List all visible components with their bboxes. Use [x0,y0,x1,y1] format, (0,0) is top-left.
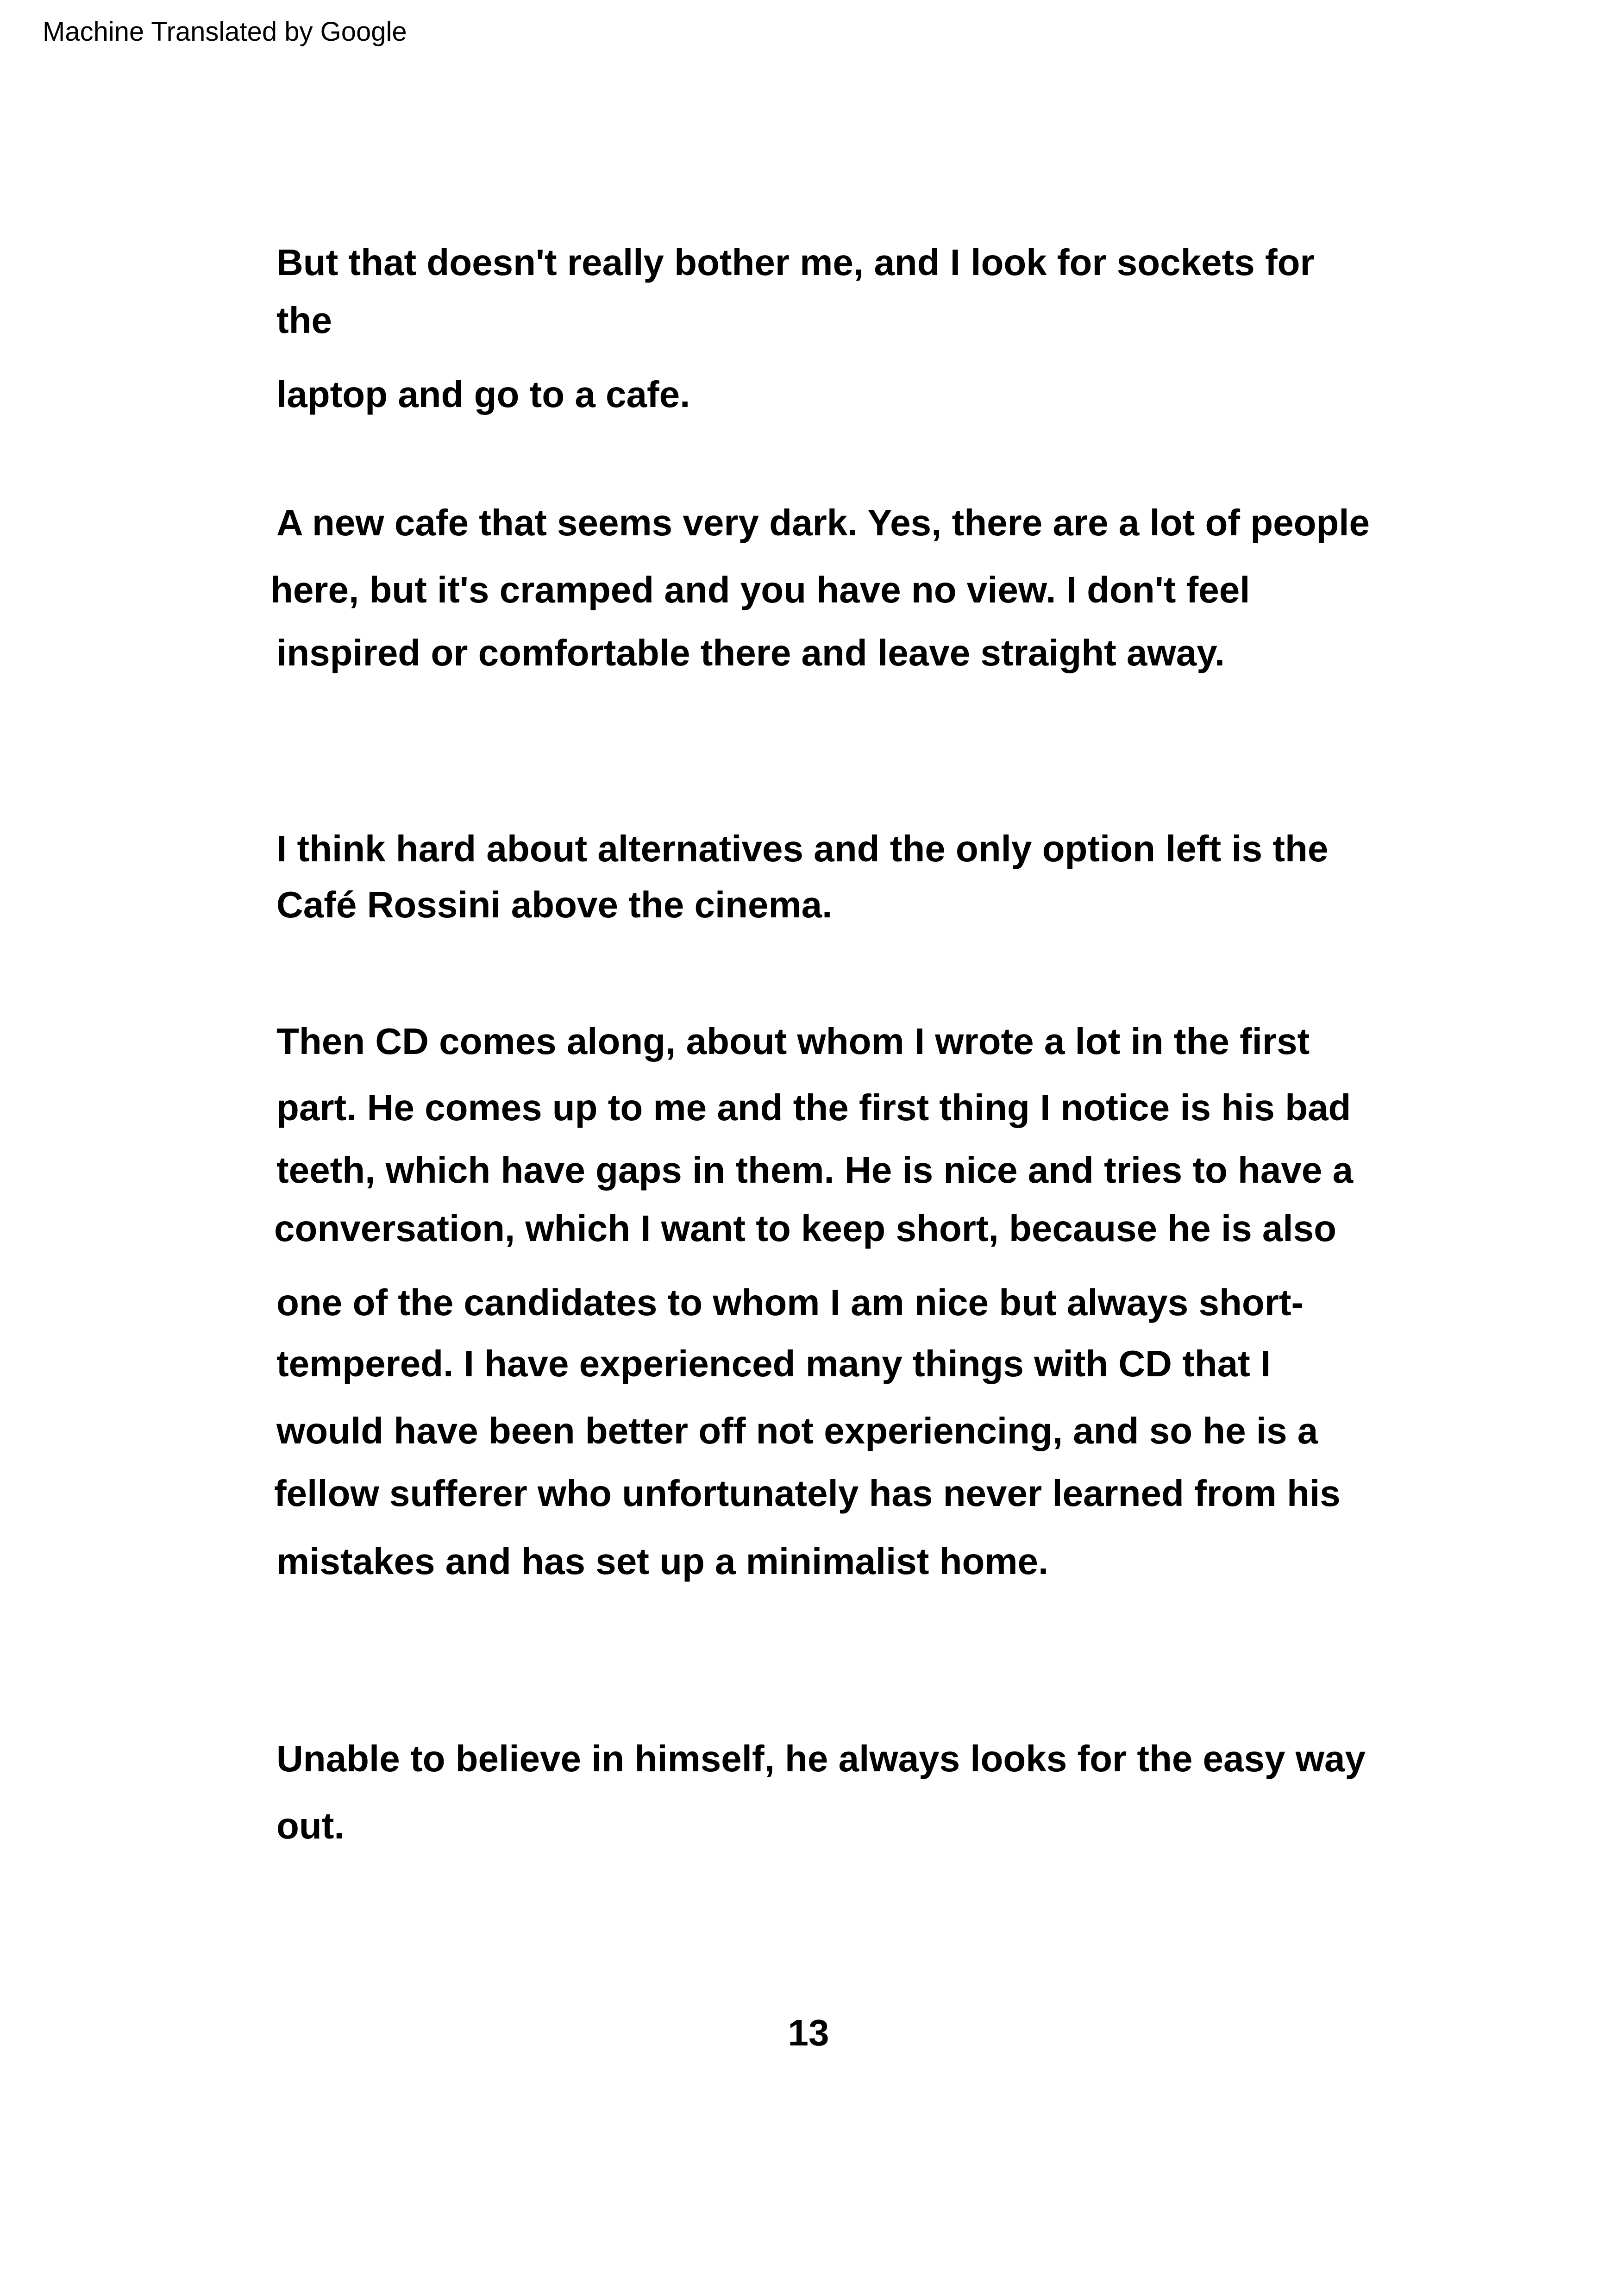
text-line: out. [276,1805,345,1846]
text-line: laptop and go to a cafe. [276,374,690,415]
text-line: one of the candidates to whom I am nice but always short- [276,1282,1304,1323]
text-line: But that doesn't really bother me, and I look for sockets for [276,242,1315,283]
machine-translation-note: Machine Translated by Google [43,17,407,47]
text-line: mistakes and has set up a minimalist home. [276,1541,1049,1582]
page-number: 13 [788,2012,829,2053]
text-line: I think hard about alternatives and the only option left is the [276,828,1329,869]
text-line: tempered. I have experienced many things with CD that I [276,1343,1271,1384]
text-line: teeth, which have gaps in them. He is nice and tries to have a [276,1149,1354,1191]
text-line: would have been better off not experiencing, and so he is a [276,1410,1318,1451]
text-line: part. He comes up to me and the first thing I notice is his bad [276,1087,1351,1128]
text-line: Café Rossini above the cinema. [276,884,833,925]
text-line: A new cafe that seems very dark. Yes, there are a lot of people [276,502,1370,543]
text-line: inspired or comfortable there and leave straight away. [276,632,1225,673]
text-line: fellow sufferer who unfortunately has never learned from his [274,1473,1341,1514]
text-line: the [276,300,332,341]
text-line: Unable to believe in himself, he always looks for the easy way [276,1738,1366,1779]
text-line: here, but it's cramped and you have no view. I don't feel [270,569,1250,610]
text-line: Then CD comes along, about whom I wrote a lot in the first [276,1021,1310,1062]
text-line: conversation, which I want to keep short, because he is also [274,1208,1336,1249]
